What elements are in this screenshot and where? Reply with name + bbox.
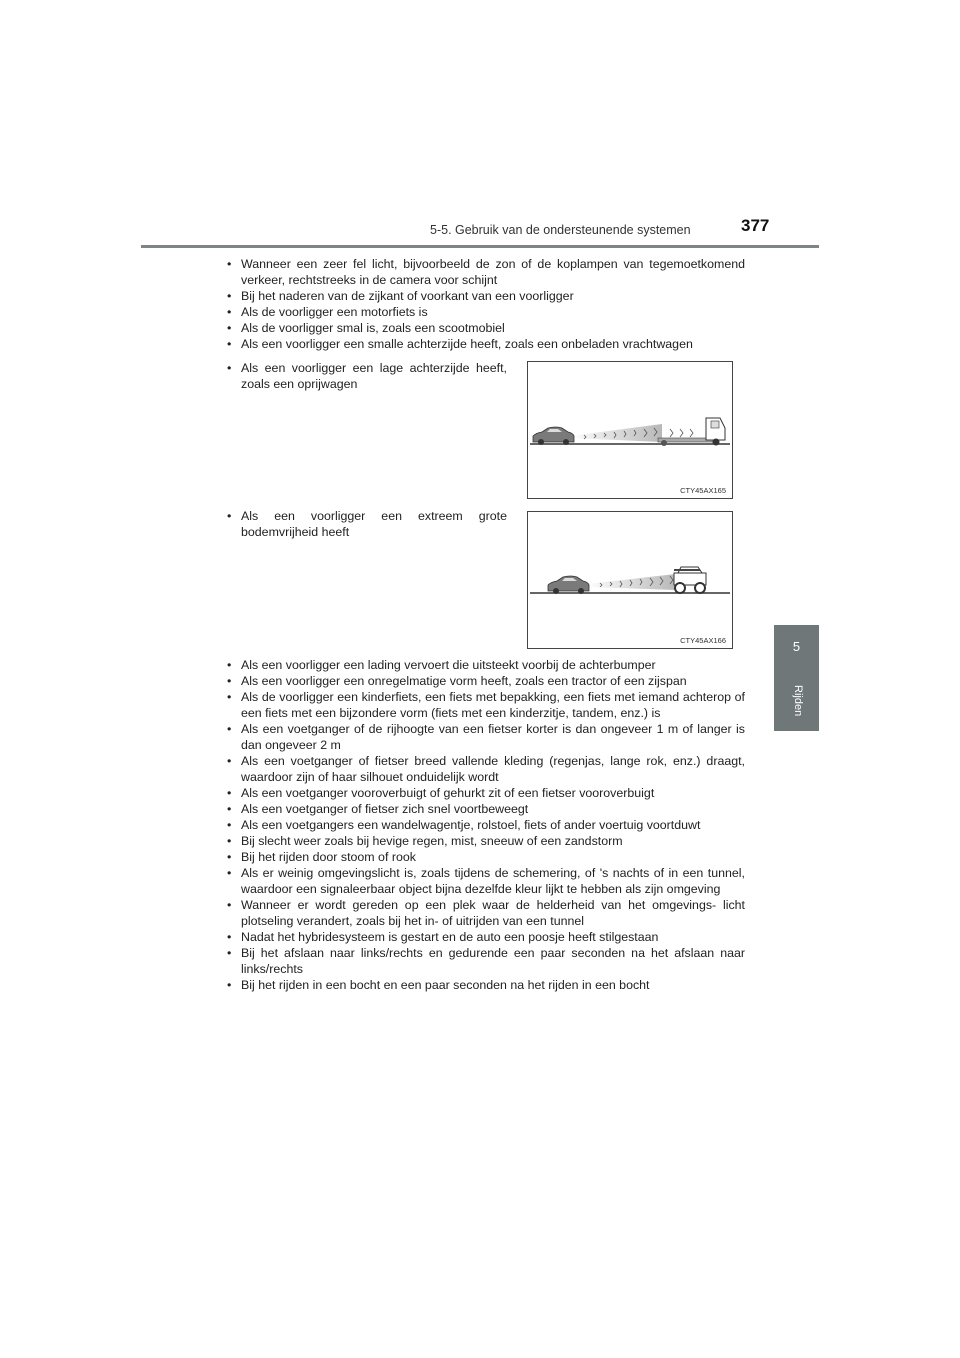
list-item: • Als een voorligger een lading vervoert die uitsteekt voorbij de achterbumper (227, 657, 745, 673)
list-item: • Als een voetganger vooroverbuigt of gehurkt zit of een fietser vooroverbuigt (227, 785, 745, 801)
list-item: • Bij het afslaan naar links/rechts en gedurende een paar seconden na het afslaan naar links/rechts (227, 945, 745, 977)
list-item: • Als de voorligger een motorfiets is (227, 304, 745, 320)
low-rear-truck-icon (528, 362, 732, 498)
bullet-list-bottom (227, 657, 745, 993)
figure-item-2 (227, 508, 507, 540)
list-item: • Als een voorligger een extreem grote bodemvrijheid heeft (227, 508, 507, 540)
section-title: 5-5. Gebruik van de ondersteunende systemen (430, 223, 691, 237)
page-number: 377 (741, 216, 770, 235)
list-item: • Bij het rijden door stoom of rook (227, 849, 745, 865)
high-clearance-vehicle-illustration (527, 511, 733, 649)
list-item: • Als de voorligger een kinderfiets, een fiets met bepakking, een fiets met iemand achterop of een fiets met een bijzondere vorm (fiets met een kinderzitje, tandem, enz.) is (227, 689, 745, 721)
list-item: • Als een voorligger een smalle achterzijde heeft, zoals een onbeladen vrachtwagen (227, 336, 745, 352)
list-item: • Als een voorligger een onregelmatige vorm heeft, zoals een tractor of een zijspan (227, 673, 745, 689)
chapter-side-tab[interactable] (774, 625, 819, 731)
list-item: • Bij het rijden in een bocht en een paar seconden na het rijden in een bocht (227, 977, 745, 993)
chapter-number: 5 (792, 639, 801, 654)
list-item: • Bij slecht weer zoals bij hevige regen, mist, sneeuw of een zandstorm (227, 833, 745, 849)
list-item: • Als een voetgangers een wandelwagentje, rolstoel, fiets of ander voertuig voortduwt (227, 817, 745, 833)
list-item: • Als een voetganger of de rijhoogte van een fietser korter is dan ongeveer 1 m of langer is dan ongeveer 2 m (227, 721, 745, 753)
high-clearance-vehicle-icon (528, 512, 732, 648)
figure-code: CTY45AX165 (680, 486, 726, 495)
list-item: • Als de voorligger smal is, zoals een scootmobiel (227, 320, 745, 336)
list-item: • Als een voetganger of fietser breed vallende kleding (regenjas, lange rok, enz.) draagt, waardoor zijn of haar silhouet onduidelijk wordt (227, 753, 745, 785)
list-item: • Bij het naderen van de zijkant of voorkant van een voorligger (227, 288, 745, 304)
figure-item-1 (227, 360, 507, 392)
low-rear-truck-illustration (527, 361, 733, 499)
list-item: • Wanneer er wordt gereden op een plek waar de helderheid van het omgevings- licht plotseling verandert, zoals bij het in- of uitrijden van een tunnel (227, 897, 745, 929)
figure-code: CTY45AX166 (680, 636, 726, 645)
bullet-list-top (227, 256, 745, 352)
list-item: • Als er weinig omgevingslicht is, zoals tijdens de schemering, of 's nachts of in een tunnel, waardoor een signaleerbaar object bijna dezelfde kleur lijkt te hebben als zijn omgeving (227, 865, 745, 897)
list-item: • Als een voorligger een lage achterzijde heeft, zoals een oprijwagen (227, 360, 507, 392)
list-item: • Nadat het hybridesysteem is gestart en de auto een poosje heeft stilgestaan (227, 929, 745, 945)
header-rule (141, 245, 819, 248)
list-item: • Als een voetganger of fietser zich snel voortbeweegt (227, 801, 745, 817)
list-item: • Wanneer een zeer fel licht, bijvoorbeeld de zon of de koplampen van tegemoetkomend verkeer, rechtstreeks in de camera voor schijnt (227, 256, 745, 288)
chapter-label: Rijden (792, 685, 804, 717)
